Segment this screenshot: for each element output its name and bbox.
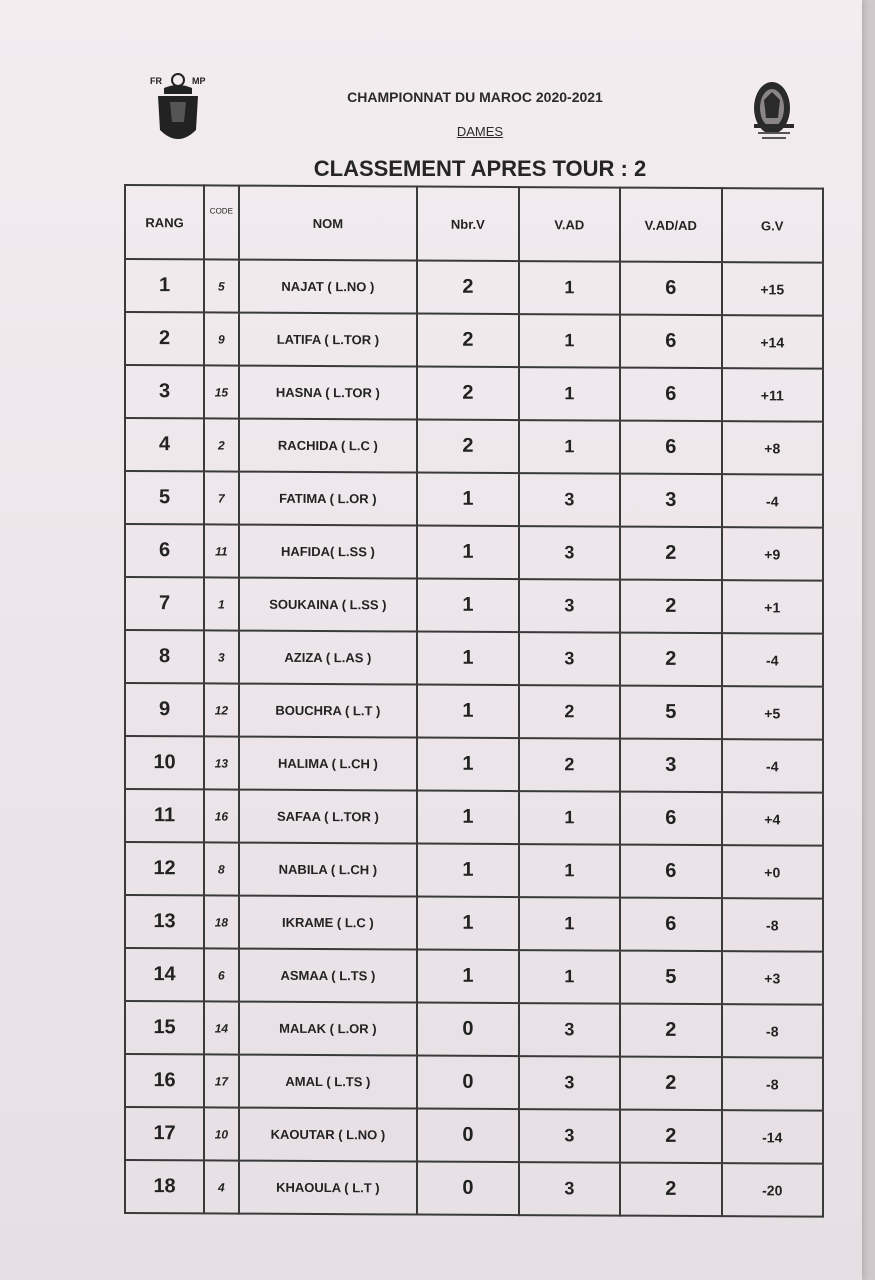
table-row <box>125 524 823 581</box>
cell-nom: MALAK ( L.OR ) <box>239 1002 418 1056</box>
cell-v-ad: 1 <box>519 897 620 951</box>
federation-logo <box>148 72 208 150</box>
cell-code: 5 <box>204 259 238 312</box>
cell-g-v: +0 <box>722 845 823 899</box>
cell-nom: NAJAT ( L.NO ) <box>239 260 418 314</box>
cell-code: 7 <box>204 471 238 524</box>
ministry-emblem <box>744 78 804 148</box>
cell-code: 18 <box>204 895 238 948</box>
cell-rang: 7 <box>125 577 204 630</box>
cell-rang: 18 <box>125 1160 204 1213</box>
cell-code: 14 <box>204 1001 238 1054</box>
cell-v-ad: 1 <box>519 844 620 898</box>
cell-rang: 16 <box>125 1054 204 1107</box>
cell-v-ad-ad: 3 <box>620 474 721 528</box>
cell-v-ad-ad: 6 <box>620 315 721 369</box>
cell-g-v: +11 <box>722 368 823 422</box>
cell-v-ad-ad: 6 <box>620 368 721 422</box>
cell-nom: NABILA ( L.CH ) <box>239 843 418 897</box>
cell-nbr-v: 1 <box>417 897 518 951</box>
table-row <box>125 842 823 899</box>
cell-nbr-v: 2 <box>417 314 518 368</box>
cell-g-v: -4 <box>722 474 823 528</box>
cell-v-ad: 1 <box>519 314 620 368</box>
table-row <box>125 1001 823 1058</box>
cell-rang: 9 <box>125 683 204 736</box>
cell-rang: 6 <box>125 524 204 577</box>
cell-nbr-v: 0 <box>417 1056 518 1110</box>
cell-nom: ASMAA ( L.TS ) <box>239 949 418 1003</box>
table-row <box>125 895 823 952</box>
cell-g-v: -14 <box>722 1110 823 1164</box>
cell-rang: 8 <box>125 630 204 683</box>
cell-nbr-v: 0 <box>417 1162 518 1216</box>
cell-nom: HAFIDA( L.SS ) <box>239 525 418 579</box>
cell-rang: 13 <box>125 895 204 948</box>
cell-g-v: +9 <box>722 527 823 581</box>
cell-v-ad: 3 <box>519 1162 620 1216</box>
cell-nbr-v: 1 <box>417 685 518 739</box>
cell-code: 17 <box>204 1054 238 1107</box>
cell-g-v: +1 <box>722 580 823 634</box>
cell-rang: 17 <box>125 1107 204 1160</box>
cell-v-ad-ad: 6 <box>620 898 721 952</box>
cell-v-ad: 3 <box>519 632 620 686</box>
cell-rang: 12 <box>125 842 204 895</box>
ranking-title: CLASSEMENT APRES TOUR : 2 <box>313 156 647 181</box>
cell-v-ad: 1 <box>519 367 620 421</box>
cell-v-ad-ad: 6 <box>620 262 721 316</box>
cell-v-ad-ad: 2 <box>620 527 721 581</box>
cell-nbr-v: 1 <box>417 950 518 1004</box>
table-header-row <box>125 185 823 263</box>
table-row <box>125 683 823 740</box>
cell-rang: 2 <box>125 312 204 365</box>
cell-nom: LATIFA ( L.TOR ) <box>239 313 418 367</box>
cell-nbr-v: 1 <box>417 738 518 792</box>
ranking-table-body <box>125 259 823 1217</box>
cell-code: 3 <box>204 630 238 683</box>
cell-nom: SOUKAINA ( L.SS ) <box>239 578 418 632</box>
table-row <box>125 418 823 475</box>
column-header-v-ad-ad: V.AD/AD <box>620 188 721 263</box>
table-row <box>125 1054 823 1111</box>
column-header-code: CODE <box>204 185 238 259</box>
svg-text:MP: MP <box>192 76 206 86</box>
cell-g-v: +3 <box>722 951 823 1005</box>
cell-v-ad: 3 <box>519 579 620 633</box>
cell-nbr-v: 2 <box>417 261 518 315</box>
cell-v-ad-ad: 2 <box>620 1163 721 1217</box>
cell-nbr-v: 2 <box>417 420 518 474</box>
cell-v-ad-ad: 6 <box>620 421 721 475</box>
table-row <box>125 630 823 687</box>
cell-nom: SAFAA ( L.TOR ) <box>239 790 418 844</box>
cell-nom: RACHIDA ( L.C ) <box>239 419 418 473</box>
cell-nom: AMAL ( L.TS ) <box>239 1055 418 1109</box>
cell-v-ad-ad: 2 <box>620 1110 721 1164</box>
cell-code: 1 <box>204 577 238 630</box>
cell-v-ad-ad: 2 <box>620 580 721 634</box>
cell-v-ad-ad: 2 <box>620 1057 721 1111</box>
cell-code: 15 <box>204 365 238 418</box>
cell-g-v: +5 <box>722 686 823 740</box>
cell-rang: 1 <box>125 259 204 312</box>
cell-code: 6 <box>204 948 238 1001</box>
cell-nom: FATIMA ( L.OR ) <box>239 472 418 526</box>
cell-nbr-v: 1 <box>417 632 518 686</box>
cell-rang: 15 <box>125 1001 204 1054</box>
cell-v-ad-ad: 5 <box>620 686 721 740</box>
column-header-g-v: G.V <box>722 188 823 263</box>
column-header-rang: RANG <box>125 185 204 259</box>
cell-g-v: -8 <box>722 898 823 952</box>
category-label: DAMES <box>456 124 504 139</box>
cell-nom: IKRAME ( L.C ) <box>239 896 418 950</box>
cell-v-ad: 1 <box>519 791 620 845</box>
cell-nom: BOUCHRA ( L.T ) <box>239 684 418 738</box>
cell-nbr-v: 1 <box>417 473 518 527</box>
cell-v-ad: 3 <box>519 1109 620 1163</box>
table-row <box>125 259 823 316</box>
cell-rang: 3 <box>125 365 204 418</box>
table-row <box>125 365 823 422</box>
cell-code: 8 <box>204 842 238 895</box>
cell-v-ad: 1 <box>519 950 620 1004</box>
column-header-v-ad: V.AD <box>519 187 620 262</box>
svg-text:FR: FR <box>150 76 162 86</box>
cell-g-v: -20 <box>722 1163 823 1217</box>
cell-v-ad-ad: 2 <box>620 633 721 687</box>
table-row <box>125 1107 823 1164</box>
cell-g-v: -8 <box>722 1004 823 1058</box>
cell-nom: HALIMA ( L.CH ) <box>239 737 418 791</box>
cell-code: 10 <box>204 1107 238 1160</box>
cell-v-ad-ad: 6 <box>620 845 721 899</box>
table-row <box>125 312 823 369</box>
cell-v-ad: 2 <box>519 738 620 792</box>
cell-v-ad: 3 <box>519 1056 620 1110</box>
table-row <box>125 1160 823 1217</box>
table-row <box>125 471 823 528</box>
cell-v-ad-ad: 5 <box>620 951 721 1005</box>
ranking-table <box>124 184 824 1218</box>
cell-g-v: -8 <box>722 1057 823 1111</box>
cell-rang: 5 <box>125 471 204 524</box>
cell-nbr-v: 1 <box>417 844 518 898</box>
cell-rang: 10 <box>125 736 204 789</box>
cell-g-v: +14 <box>722 315 823 369</box>
cell-code: 12 <box>204 683 238 736</box>
cell-nom: KHAOULA ( L.T ) <box>239 1161 418 1215</box>
cell-code: 11 <box>204 524 238 577</box>
cell-nbr-v: 1 <box>417 579 518 633</box>
table-row <box>125 789 823 846</box>
cell-g-v: +8 <box>722 421 823 475</box>
column-header-nbr-v: Nbr.V <box>417 187 518 262</box>
cell-rang: 11 <box>125 789 204 842</box>
cell-nom: KAOUTAR ( L.NO ) <box>239 1108 418 1162</box>
table-row <box>125 577 823 634</box>
cell-rang: 14 <box>125 948 204 1001</box>
cell-nbr-v: 1 <box>417 526 518 580</box>
cell-v-ad-ad: 6 <box>620 792 721 846</box>
cell-g-v: +15 <box>722 262 823 316</box>
cell-v-ad: 2 <box>519 685 620 739</box>
cell-nom: AZIZA ( L.AS ) <box>239 631 418 685</box>
cell-v-ad: 3 <box>519 1003 620 1057</box>
cell-code: 9 <box>204 312 238 365</box>
cell-code: 2 <box>204 418 238 471</box>
cell-v-ad: 1 <box>519 261 620 315</box>
cell-nom: HASNA ( L.TOR ) <box>239 366 418 420</box>
cell-nbr-v: 2 <box>417 367 518 421</box>
cell-v-ad: 1 <box>519 420 620 474</box>
cell-g-v: +4 <box>722 792 823 846</box>
column-header-nom: NOM <box>239 186 418 261</box>
cell-g-v: -4 <box>722 633 823 687</box>
cell-v-ad-ad: 3 <box>620 739 721 793</box>
cell-v-ad-ad: 2 <box>620 1004 721 1058</box>
cell-nbr-v: 1 <box>417 791 518 845</box>
table-row <box>125 948 823 1005</box>
cell-code: 16 <box>204 789 238 842</box>
cell-rang: 4 <box>125 418 204 471</box>
table-row <box>125 736 823 793</box>
cell-code: 13 <box>204 736 238 789</box>
cell-nbr-v: 0 <box>417 1003 518 1057</box>
cell-code: 4 <box>204 1160 238 1213</box>
championship-title: CHAMPIONNAT DU MAROC 2020-2021 <box>347 89 603 105</box>
cell-g-v: -4 <box>722 739 823 793</box>
cell-v-ad: 3 <box>519 473 620 527</box>
cell-v-ad: 3 <box>519 526 620 580</box>
cell-nbr-v: 0 <box>417 1109 518 1163</box>
